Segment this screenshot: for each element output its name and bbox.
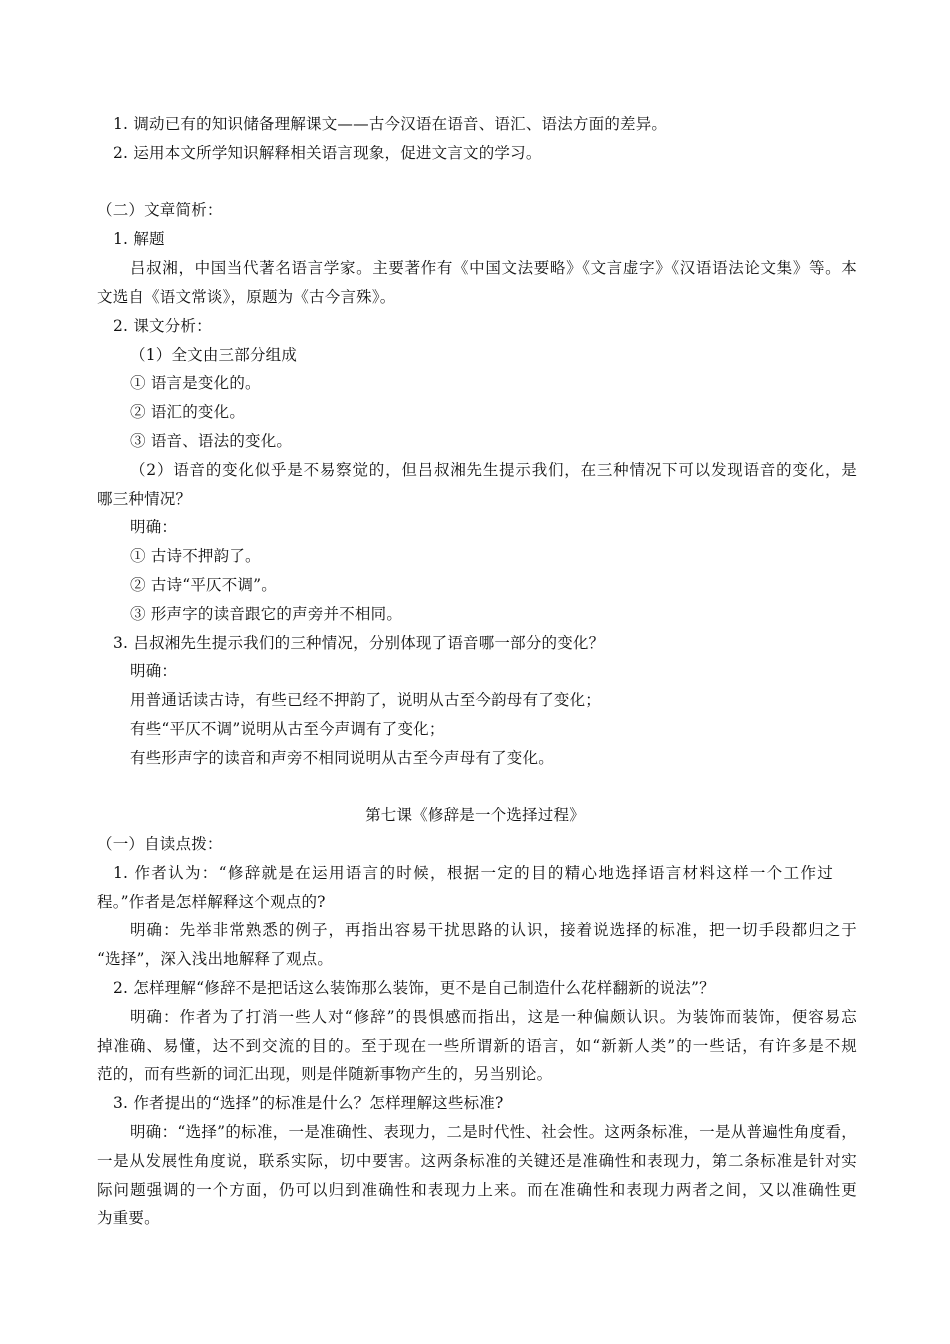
l7-question-2: 2. 怎样理解“修辞不是把话这么装饰那么装饰，更不是自己制造什么花样翻新的说法”？ — [113, 979, 715, 997]
l7-question-3: 3. 作者提出的“选择”的标准是什么？怎样理解这些标准? — [113, 1094, 504, 1112]
item-title-question-3: 3. 吕叔湘先生提示我们的三种情况，分别体现了语音哪一部分的变化？ — [113, 634, 605, 652]
l7-answer-3-line-1: 明确：“选择”的标准，一是准确性、表现力，二是时代性、社会性。这两条标准，一是从普遍性角度看， — [130, 1123, 857, 1141]
lesson-7-title: 第七课《修辞是一个选择过程》 — [365, 806, 585, 824]
lesson-7-heading: （一）自读点拨： — [97, 835, 223, 853]
intro-line-1: 吕叔湘，中国当代著名语言学家。主要著作有《中国文法要略》《文言虚字》《汉语语法论文集》等。本 — [130, 259, 857, 277]
item-title-jieti: 1. 解题 — [113, 230, 165, 248]
l7-answer-2-line-3: 范的，而有些新的词汇出现，则是伴随新事物产生的，另当别论。 — [97, 1065, 553, 1083]
l7-answer-3-line-4: 为重要。 — [97, 1209, 160, 1227]
l7-answer-1-line-2: “选择”，深入浅出地解释了观点。 — [97, 950, 334, 968]
part-item-1: ① 语言是变化的。 — [130, 374, 261, 392]
question-2-line-1: （2）语音的变化似乎是不易察觉的，但吕叔湘先生提示我们，在三种情况下可以发现语音的变化，是 — [130, 461, 857, 479]
item-title-analysis: 2. 课文分析： — [113, 317, 212, 335]
case-item-1: ① 古诗不押韵了。 — [130, 547, 261, 565]
l7-question-1-line-2: 程。”作者是怎样解释这个观点的? — [97, 893, 326, 911]
l7-answer-2-line-1: 明确：作者为了打消一些人对“修辞”的畏惧感而指出，这是一种偏颇认识。为装饰而装饰，便容易忘 — [130, 1008, 857, 1026]
answer-line-3: 有些形声字的读音和声旁不相同说明从古至今声母有了变化。 — [130, 749, 554, 767]
case-item-2: ② 古诗“平仄不调”。 — [130, 576, 277, 594]
question-2-line-2: 哪三种情况？ — [97, 490, 192, 508]
part-item-3: ③ 语音、语法的变化。 — [130, 432, 293, 450]
l7-question-1-line-1: 1. 作者认为：“修辞就是在运用语言的时候，根据一定的目的精心地选择语言材料这样一个工作过 — [113, 864, 833, 882]
answer-line-1: 用普通话读古诗，有些已经不押韵了，说明从古至今韵母有了变化； — [130, 691, 602, 709]
sub-heading-structure: （1）全文由三部分组成 — [130, 346, 298, 364]
l7-answer-3-line-2: 一是从发展性角度说，联系实际，切中要害。这两条标准的关键还是准确性和表现力，第二条标准是针对实 — [97, 1152, 857, 1170]
answer-label-2: 明确： — [130, 662, 178, 680]
section-heading-analysis: （二）文章简析： — [97, 201, 223, 219]
case-item-3: ③ 形声字的读音跟它的声旁并不相同。 — [130, 605, 403, 623]
goal-1: 1. 调动已有的知识储备理解课文——古今汉语在语音、语汇、语法方面的差异。 — [113, 115, 668, 133]
goal-2: 2. 运用本文所学知识解释相关语言现象，促进文言文的学习。 — [113, 144, 542, 162]
answer-line-2: 有些“平仄不调”说明从古至今声调有了变化； — [130, 720, 445, 738]
answer-label: 明确： — [130, 518, 178, 536]
l7-answer-1-line-1: 明确：先举非常熟悉的例子，再指出容易干扰思路的认识，接着说选择的标准，把一切手段都归之于 — [130, 921, 857, 939]
l7-answer-2-line-2: 掉准确、易懂，达不到交流的目的。至于现在一些所谓新的语言，如“新新人类”的一些话，有许多是不规 — [97, 1037, 857, 1055]
intro-line-2: 文选自《语文常谈》，原题为《古今言殊》。 — [97, 288, 396, 306]
l7-answer-3-line-3: 际问题强调的一个方面，仍可以归到准确性和表现力上来。而在准确性和表现力两者之间，又以准确性更 — [97, 1181, 857, 1199]
part-item-2: ② 语汇的变化。 — [130, 403, 246, 421]
